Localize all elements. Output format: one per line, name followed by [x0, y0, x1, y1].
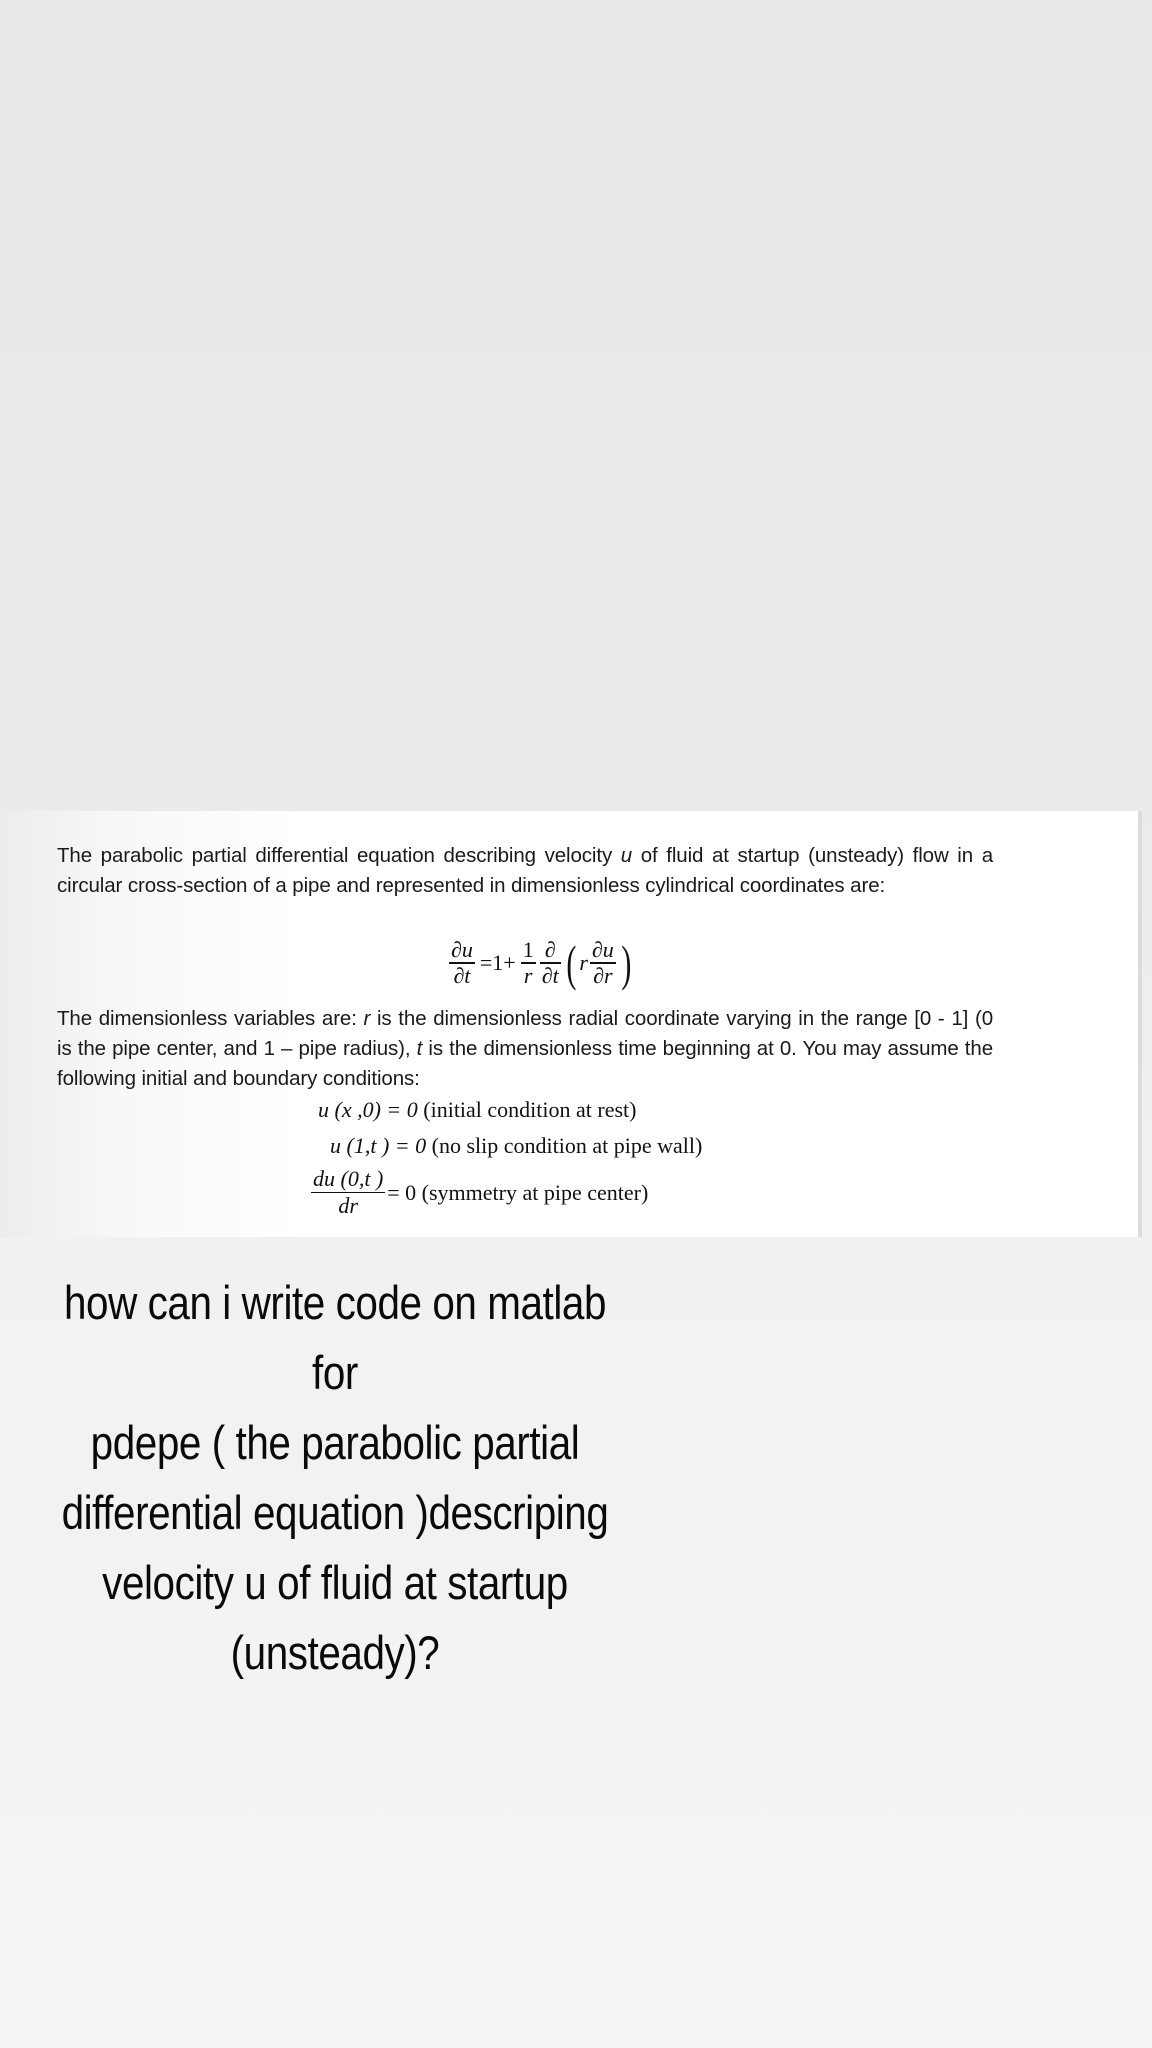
partial-over-partial-t: $\frac{\partial}{\partial t}$ — [541, 937, 559, 988]
variable-r: r — [363, 1007, 371, 1030]
equals-one-plus: =1+ — [479, 950, 516, 975]
question-line: velocity u of fluid at startup — [102, 1556, 568, 1609]
question-line: pdepe ( the parabolic partial — [90, 1416, 580, 1469]
variable-u: u — [620, 844, 633, 867]
wall-boundary-condition: u (1,t ) = 0 (no slip condition at pipe wall) — [330, 1133, 703, 1158]
close-paren: ) — [621, 935, 632, 991]
inner-r: r — [579, 950, 588, 975]
variable-t: t — [416, 1037, 423, 1060]
intro-text-cont: of fluid at startup (unsteady) flow in a circular cross-section of a pipe and represented in dimensionless cylindrical coordinates are: — [57, 844, 993, 897]
intro-paragraph — [57, 841, 993, 901]
pde-equation — [447, 933, 634, 993]
center-symmetry-condition: $\frac{du (0,t )}{dr}$ = 0 (symmetry at pipe center) — [313, 1166, 649, 1219]
variables-paragraph: The dimensionless variables are: r is the dimensionless radial coordinate varying in the range [0 - 1] (0 is the pipe center, and 1 – pipe radius), t is the dimensionless time beginning at 0. You may assume the following initial and boundary conditions: — [57, 1007, 993, 1090]
open-paren: ( — [566, 935, 577, 991]
question-line: how can i write code on matlab for — [63, 1276, 607, 1399]
du-dr-fraction: $\frac{\partial u}{\partial r}$ — [591, 937, 614, 988]
document-excerpt — [0, 811, 1142, 1237]
question-caption — [47, 1268, 623, 1688]
question-line: (unsteady)? — [230, 1626, 440, 1679]
intro-text: The parabolic partial differential equation describing velocity — [57, 844, 621, 867]
question-line: differential equation )descriping — [61, 1486, 609, 1539]
lhs-fraction: $\frac{\partial u}{\partial t}$ — [451, 937, 473, 988]
one-over-r: $\frac{1}{r}$ — [522, 937, 534, 988]
initial-condition: u (x ,0) = 0 (initial condition at rest) — [318, 1097, 637, 1122]
